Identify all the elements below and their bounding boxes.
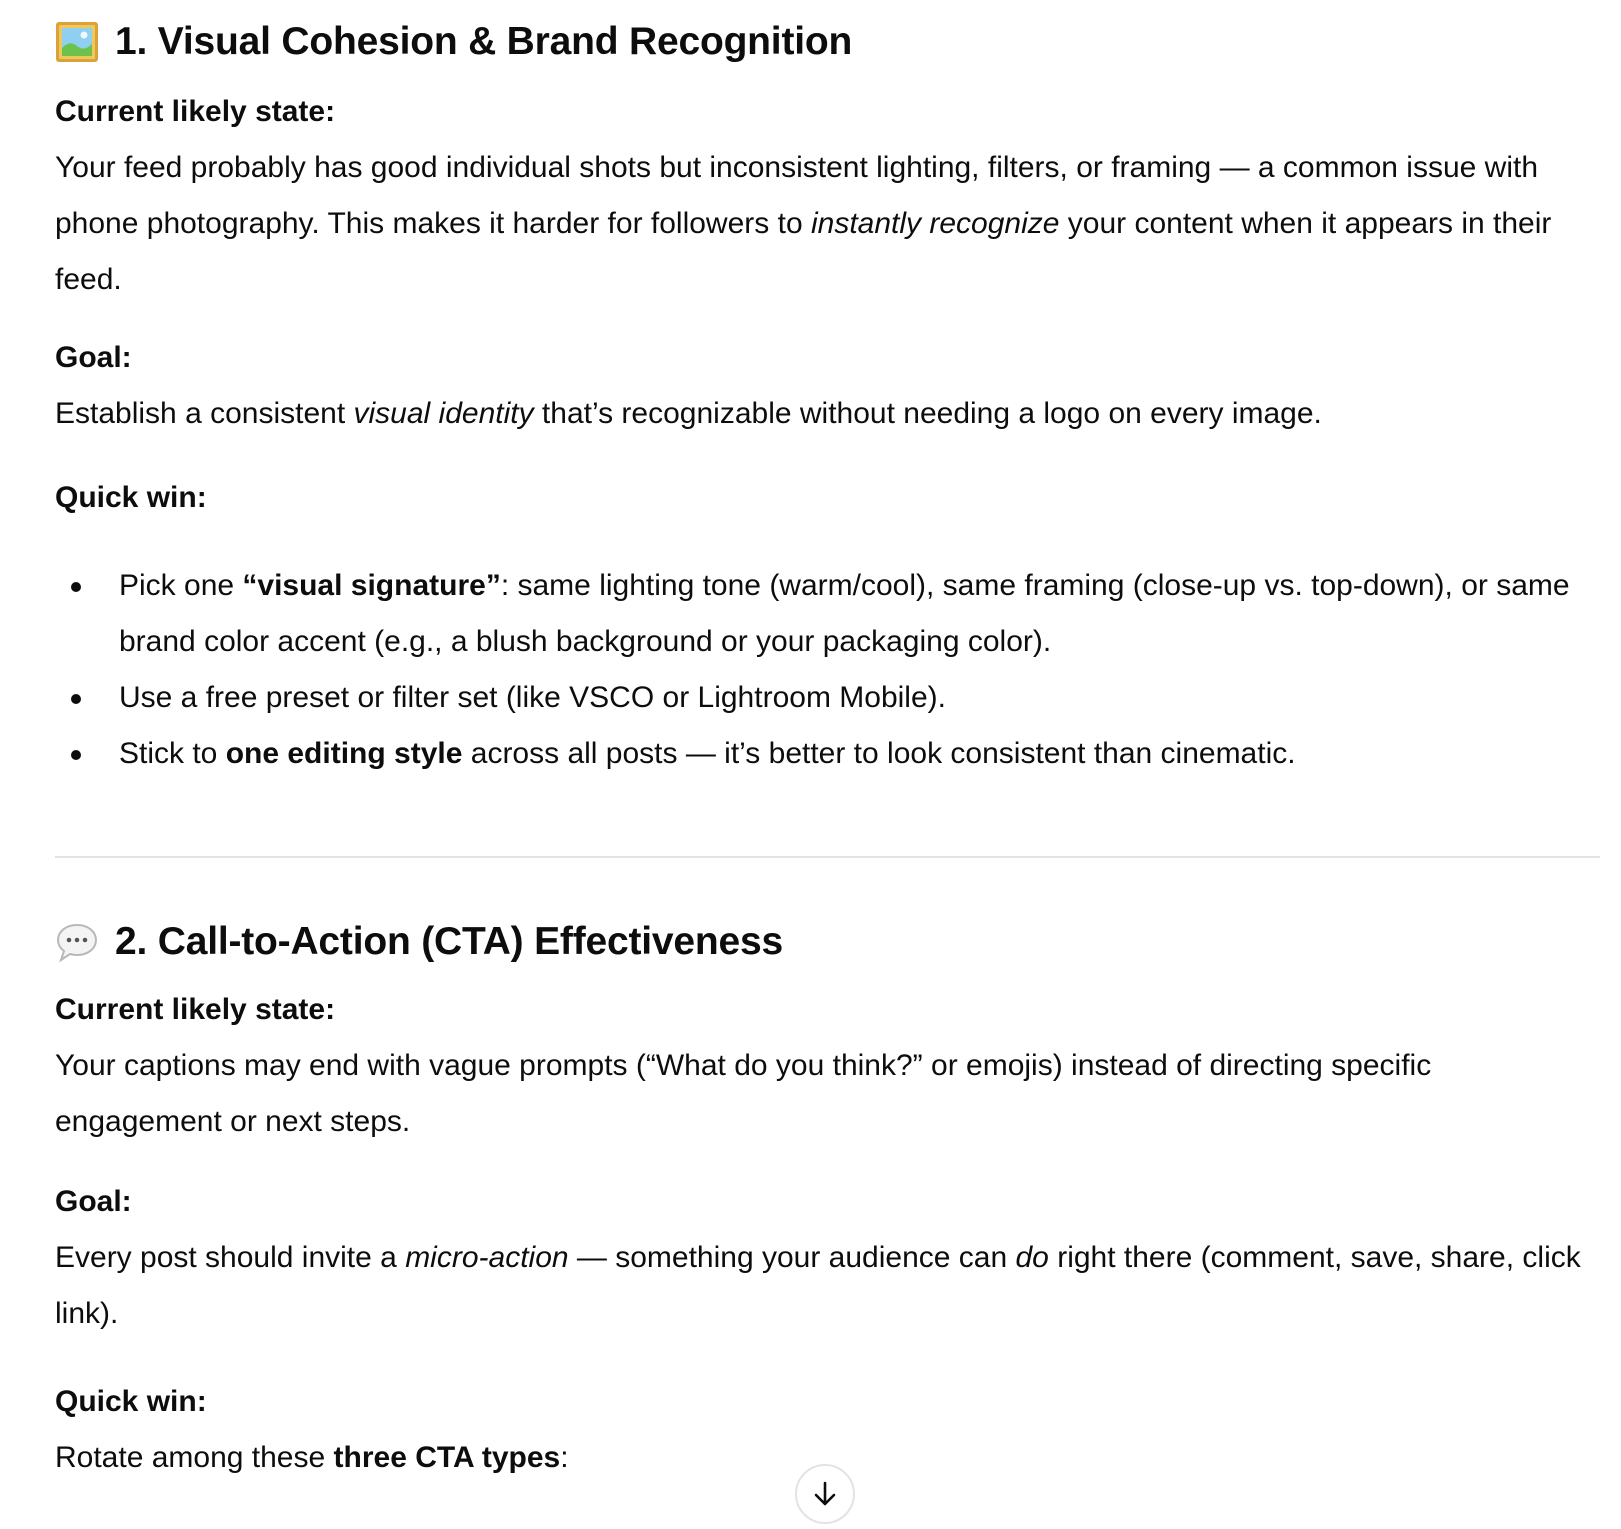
current-state-label: Current likely state: (55, 95, 336, 128)
goal-label: Goal: (55, 341, 132, 374)
quick-win-label: Quick win: (55, 1385, 207, 1418)
quick-win-text: Rotate among these three CTA types: (55, 1441, 569, 1474)
section-1-current (55, 84, 1600, 308)
section-divider (55, 856, 1600, 858)
section-2-current (55, 982, 1600, 1150)
section-1-goal (55, 330, 1600, 442)
bullet-icon (71, 694, 81, 704)
section-2-heading (55, 914, 783, 970)
section-1-quickwin (55, 470, 1600, 782)
arrow-down-icon (810, 1479, 840, 1509)
quick-win-list (55, 558, 1600, 782)
section-2-goal (55, 1174, 1600, 1342)
speech-balloon-icon (55, 920, 99, 964)
quick-win-label: Quick win: (55, 481, 207, 514)
bullet-icon (71, 750, 81, 760)
current-state-text: Your captions may end with vague prompts (“What do you think?” or emojis) instead of directing specific engagement or next steps. (55, 1049, 1432, 1138)
scroll-to-bottom-button[interactable] (795, 1464, 855, 1524)
list-item: Pick one “visual signature”: same lighting tone (warm/cool), same framing (close-up vs. top-down), or same brand color accent (e.g., a blush background or your packaging color). (55, 558, 1600, 670)
current-state-label: Current likely state: (55, 993, 336, 1026)
current-state-text: Your feed probably has good individual shots but inconsistent lighting, filters, or framing — a common issue with phone photography. This makes it harder for followers to instantly recognize your content when it appears in their feed. (55, 151, 1552, 296)
section-1-title: 1. Visual Cohesion & Brand Recognition (115, 20, 853, 63)
list-item: Stick to one editing style across all posts — it’s better to look consistent than cinematic. (55, 726, 1600, 782)
framed-picture-icon (55, 20, 99, 64)
goal-label: Goal: (55, 1185, 132, 1218)
goal-text: Every post should invite a micro-action — something your audience can do right there (comment, save, share, click link). (55, 1241, 1581, 1330)
list-item: Use a free preset or filter set (like VSCO or Lightroom Mobile). (55, 670, 1600, 726)
goal-text: Establish a consistent visual identity that’s recognizable without needing a logo on every image. (55, 397, 1322, 430)
bullet-icon (71, 582, 81, 592)
section-2-title: 2. Call-to-Action (CTA) Effectiveness (115, 920, 783, 963)
section-1-heading (55, 14, 852, 70)
